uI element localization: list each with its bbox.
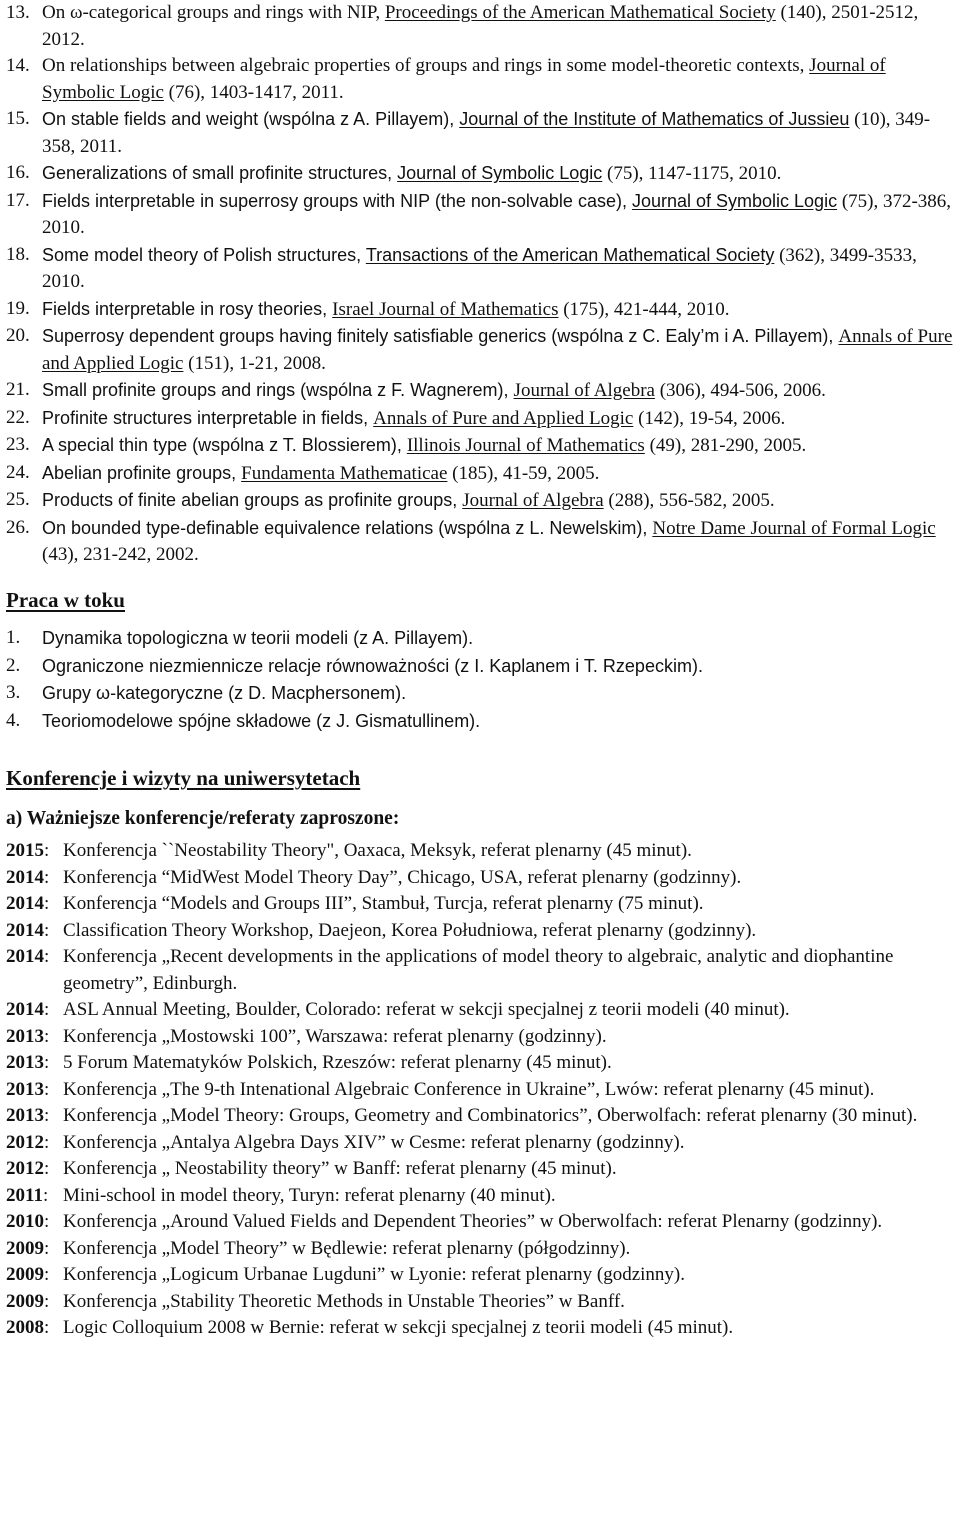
list-item	[6, 323, 956, 377]
item-number: 22.	[6, 406, 30, 428]
item-details: (142), 19-54, 2006.	[633, 407, 786, 429]
item-number: 20.	[6, 325, 30, 346]
conference-entry	[6, 1183, 956, 1210]
list-item	[6, 460, 956, 488]
conference-text: Konferencja „Stability Theoretic Methods in Unstable Theories” w Banff.	[63, 1290, 625, 1312]
item-details: (362), 3499-3533, 2010.	[42, 244, 917, 292]
conference-entry	[6, 838, 956, 865]
journal-link[interactable]: Journal of Symbolic Logic	[397, 163, 603, 183]
publications-list	[6, 0, 956, 569]
conference-entry	[6, 1289, 956, 1316]
conferences-heading: Konferencje i wizyty na uniwersytetach	[6, 766, 361, 790]
journal-link[interactable]: Journal of the Institute of Mathematics of Jussieu	[459, 109, 850, 129]
item-details: (288), 556-582, 2005.	[603, 490, 775, 511]
conference-entry	[6, 1103, 956, 1130]
journal-link[interactable]: Illinois Journal of Mathematics	[406, 435, 645, 456]
list-item	[6, 405, 956, 433]
conference-text: Konferencja „Antalya Algebra Days XIV” w Cesme: referat plenarny (godzinny).	[63, 1131, 685, 1153]
conference-text: Logic Colloquium 2008 w Bernie: referat w sekcji specjalnej z teorii modeli (45 minut).	[63, 1317, 734, 1338]
item-number: 18.	[6, 243, 30, 265]
item-details: (75), 372-386, 2010.	[42, 190, 952, 238]
conference-text: Konferencja “MidWest Model Theory Day”, Chicago, USA, referat plenarny (godzinny).	[63, 866, 742, 888]
conference-year: 2012:	[6, 1131, 50, 1153]
conference-text: Konferencja „Mostowski 100”, Warszawa: referat plenarny (godzinny).	[63, 1025, 607, 1047]
item-number: 17.	[6, 189, 30, 211]
conference-year: 2013:	[6, 1052, 50, 1073]
item-details: (49), 281-290, 2005.	[644, 435, 807, 456]
conference-text: Konferencja ``Neostability Theory", Oaxaca, Meksyk, referat plenarny (45 minut).	[63, 840, 692, 861]
conference-entry	[6, 997, 956, 1024]
list-item	[6, 487, 956, 515]
conference-entry	[6, 1315, 956, 1342]
list-item	[6, 515, 956, 569]
item-text: Teoriomodelowe spójne składowe (z J. Gismatullinem).	[42, 710, 481, 731]
conference-year: 2014:	[6, 919, 50, 941]
item-title: Some model theory of Polish structures,	[42, 244, 366, 265]
conference-text: Konferencja „Model Theory: Groups, Geometry and Combinatorics”, Oberwolfach: referat plenarny (30 minut).	[63, 1105, 918, 1126]
conference-year: 2009:	[6, 1264, 50, 1285]
conference-entry	[6, 1156, 956, 1183]
conference-entry	[6, 1024, 956, 1051]
conference-entry	[6, 1077, 956, 1104]
list-item	[6, 625, 956, 653]
journal-link[interactable]: Proceedings of the American Mathematical Society	[384, 2, 776, 23]
item-title: Profinite structures interpretable in fields,	[42, 407, 374, 428]
item-title: A special thin type (wspólna z T. Blossierem),	[42, 435, 407, 455]
item-details: (306), 494-506, 2006.	[654, 380, 826, 401]
item-title: On ω-categorical groups and rings with NIP,	[42, 2, 385, 23]
conference-text: 5 Forum Matematyków Polskich, Rzeszów: referat plenarny (45 minut).	[63, 1052, 612, 1073]
conference-year: 2011:	[6, 1184, 49, 1206]
item-title: Fields interpretable in superrosy groups with NIP (the non-solvable case),	[42, 190, 632, 211]
conference-year: 2009:	[6, 1237, 50, 1259]
conference-entry	[6, 1050, 956, 1077]
conference-year: 2014:	[6, 866, 50, 888]
conference-text: Konferencja „Model Theory” w Będlewie: referat plenarny (półgodzinny).	[63, 1237, 631, 1259]
item-title: On stable fields and weight (wspólna z A. Pillayem),	[42, 109, 460, 129]
item-number: 13.	[6, 2, 30, 23]
document-page	[6, 0, 956, 1342]
journal-link[interactable]: Annals of Pure and Applied Logic	[373, 407, 634, 429]
item-details: (151), 1-21, 2008.	[183, 352, 326, 374]
list-item	[6, 0, 956, 53]
item-title: On bounded type-definable equivalence relations (wspólna z L. Newelskim),	[42, 517, 653, 538]
list-item	[6, 296, 956, 324]
item-number: 3.	[6, 682, 21, 703]
item-title: Fields interpretable in rosy theories,	[42, 298, 333, 319]
conference-text: Konferencja „ Neostability theory” w Banff: referat plenarny (45 minut).	[63, 1158, 617, 1179]
journal-link[interactable]: Journal of Symbolic Logic	[631, 190, 838, 211]
conference-year: 2013:	[6, 1105, 50, 1126]
journal-link[interactable]: Journal of Symbolic Logic	[42, 55, 886, 103]
conference-text: Mini-school in model theory, Turyn: referat plenarny (40 minut).	[63, 1184, 556, 1206]
conference-text: Konferencja „Around Valued Fields and Dependent Theories” w Oberwolfach: referat Plenarny (godzinny).	[63, 1211, 883, 1232]
item-number: 19.	[6, 297, 30, 319]
list-item	[6, 708, 956, 736]
conference-entry	[6, 891, 956, 918]
conference-year: 2014:	[6, 999, 50, 1020]
conference-entry	[6, 1262, 956, 1289]
conference-entry	[6, 1209, 956, 1236]
item-number: 15.	[6, 108, 30, 129]
conferences-list	[6, 838, 956, 1342]
item-details: (10), 349-358, 2011.	[42, 109, 931, 157]
item-text: Grupy ω-kategoryczne (z D. Macphersonem).	[42, 683, 407, 703]
conference-text: ASL Annual Meeting, Boulder, Colorado: referat w sekcji specjalnej z teorii modeli (40 minut).	[63, 999, 790, 1020]
journal-link[interactable]: Annals of Pure and Applied Logic	[42, 326, 953, 374]
list-item	[6, 53, 956, 106]
item-number: 26.	[6, 516, 30, 538]
item-number: 1.	[6, 627, 21, 648]
item-number: 14.	[6, 55, 30, 76]
list-item	[6, 377, 956, 405]
item-number: 4.	[6, 709, 21, 731]
journal-link[interactable]: Journal of Algebra	[513, 380, 655, 401]
item-number: 25.	[6, 489, 30, 510]
item-details: (43), 231-242, 2002.	[42, 544, 199, 565]
conference-year: 2014:	[6, 893, 50, 914]
conference-entry	[6, 918, 956, 945]
item-title: Superrosy dependent groups having finitely satisfiable generics (wspólna z C. Ealy’m i A. Pillayem),	[42, 326, 839, 346]
item-number: 21.	[6, 379, 30, 400]
conference-text: Konferencja „The 9-th Intenational Algebraic Conference in Ukraine”, Lwów: referat plenarny (45 minut).	[63, 1078, 875, 1100]
item-text: Ograniczone niezmiennicze relacje równoważności (z I. Kaplanem i T. Rzepeckim).	[42, 655, 703, 676]
work-in-progress-list	[6, 625, 956, 735]
item-number: 16.	[6, 162, 30, 183]
conference-year: 2015:	[6, 840, 50, 861]
list-item	[6, 653, 956, 681]
journal-link[interactable]: Transactions of the American Mathematical Society	[365, 244, 775, 265]
item-details: (76), 1403-1417, 2011.	[163, 81, 344, 103]
conference-year: 2013:	[6, 1025, 50, 1047]
list-item	[6, 160, 956, 188]
item-title: Small profinite groups and rings (wspólna z F. Wagnerem),	[42, 380, 514, 400]
item-title: On relationships between algebraic properties of groups and rings in some model-theoretic contexts,	[42, 55, 810, 76]
conference-year: 2014:	[6, 946, 50, 967]
item-number: 23.	[6, 434, 30, 455]
item-title: Generalizations of small profinite structures,	[42, 163, 398, 183]
conference-entry	[6, 1236, 956, 1263]
item-title: Products of finite abelian groups as profinite groups,	[42, 490, 463, 510]
list-item	[6, 432, 956, 460]
item-number: 2.	[6, 654, 21, 676]
work-in-progress-heading: Praca w toku	[6, 587, 125, 612]
conference-year: 2008:	[6, 1317, 50, 1338]
conference-text: Konferencja „Recent developments in the applications of model theory to algebraic, analytic and diophantine geometry”, Edinburgh.	[63, 946, 894, 994]
journal-link[interactable]: Notre Dame Journal of Formal Logic	[652, 517, 936, 539]
list-item	[6, 242, 956, 296]
list-item	[6, 188, 956, 242]
conference-entry	[6, 1130, 956, 1157]
item-details: (75), 1147-1175, 2010.	[602, 163, 782, 184]
conference-year: 2012:	[6, 1158, 50, 1179]
conference-entry	[6, 865, 956, 892]
item-details: (140), 2501-2512, 2012.	[42, 2, 919, 50]
conferences-subheading: a) Ważniejsze konferencje/referaty zaproszone:	[6, 807, 400, 829]
conference-year: 2009:	[6, 1290, 50, 1312]
journal-link[interactable]: Journal of Algebra	[462, 490, 604, 511]
conference-text: Konferencja „Logicum Urbanae Lugduni” w Lyonie: referat plenarny (godzinny).	[63, 1264, 685, 1285]
item-details: (175), 421-444, 2010.	[558, 298, 730, 320]
list-item	[6, 680, 956, 708]
item-title: Abelian profinite groups,	[42, 462, 242, 483]
journal-link[interactable]: Israel Journal of Mathematics	[332, 298, 559, 320]
conference-text: Classification Theory Workshop, Daejeon, Korea Południowa, referat plenarny (godzinny).	[63, 919, 757, 941]
conference-year: 2013:	[6, 1078, 50, 1100]
conference-text: Konferencja “Models and Groups III”, Stambuł, Turcja, referat plenarny (75 minut).	[63, 893, 704, 914]
item-details: (185), 41-59, 2005.	[447, 462, 600, 484]
list-item	[6, 106, 956, 160]
item-text: Dynamika topologiczna w teorii modeli (z A. Pillayem).	[42, 628, 474, 648]
item-number: 24.	[6, 461, 30, 483]
conference-entry	[6, 944, 956, 997]
journal-link[interactable]: Fundamenta Mathematicae	[241, 462, 448, 484]
conference-year: 2010:	[6, 1211, 50, 1232]
